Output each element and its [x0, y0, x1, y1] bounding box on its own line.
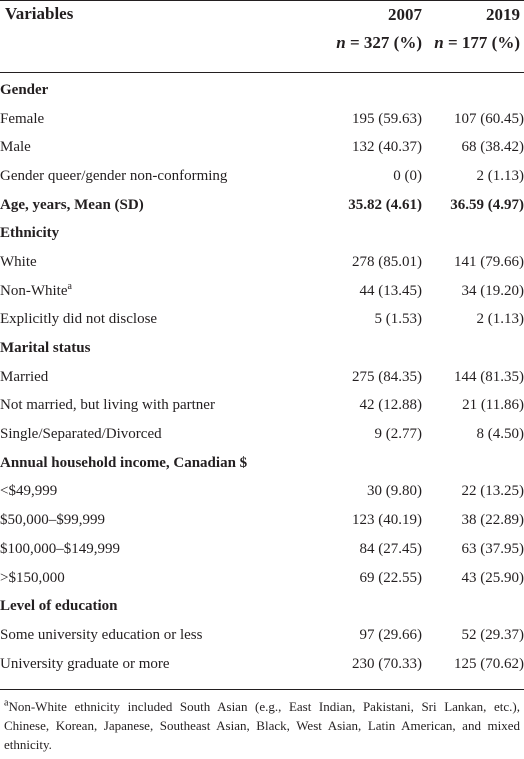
cell-2019: 43 (25.90) — [461, 569, 524, 586]
row-label: University graduate or more — [0, 655, 170, 672]
row-label: Not married, but living with partner — [0, 397, 215, 414]
cell-2007: 97 (29.66) — [359, 626, 422, 643]
cell-2007: 195 (59.63) — [352, 110, 422, 127]
table-row — [0, 248, 524, 277]
row-label: Gender queer/gender non-conforming — [0, 167, 228, 184]
row-label: Female — [0, 110, 45, 127]
row-label: >$150,000 — [0, 569, 65, 586]
table-body — [0, 76, 524, 678]
footnote-text: Non-White ethnicity included South Asian (e.g., East Indian, Pakistani, Sri Lankan, etc.), Chinese, Korean, Japanese, Southeast Asian, Black, West Asian, Latin American, and mixed ethnicity. — [4, 699, 520, 752]
cell-2007 — [312, 219, 422, 248]
cell-2019 — [422, 334, 524, 363]
row-label: Explicitly did not disclose — [0, 311, 158, 328]
cell-2019: 141 (79.66) — [454, 253, 524, 270]
footnote-ref: a — [67, 280, 72, 292]
header-n-2019: n = 177 (%) — [434, 33, 520, 52]
cell-2019: 8 (4.50) — [476, 426, 524, 443]
table-row — [0, 650, 524, 679]
header-variables: Variables — [5, 4, 74, 23]
table-row — [0, 162, 524, 191]
table-row — [0, 105, 524, 134]
table-row — [0, 191, 524, 220]
cell-2019 — [422, 76, 524, 105]
row-label: Married — [0, 368, 49, 385]
cell-2019 — [422, 592, 524, 621]
cell-2019 — [422, 449, 524, 478]
table-row — [0, 392, 524, 421]
table-row — [0, 621, 524, 650]
cell-2007: 123 (40.19) — [352, 512, 422, 529]
row-label: Annual household income, Canadian $ — [0, 454, 248, 471]
cell-2007: 44 (13.45) — [359, 282, 422, 299]
table-row — [0, 535, 524, 564]
row-label: Age, years, Mean (SD) — [0, 196, 144, 213]
row-label: Some university education or less — [0, 626, 203, 643]
cell-2019: 144 (81.35) — [454, 368, 524, 385]
cell-2019 — [422, 219, 524, 248]
cell-2019: 2 (1.13) — [476, 311, 524, 328]
cell-2007: 230 (70.33) — [352, 655, 422, 672]
row-label: White — [0, 253, 37, 270]
cell-2007: 84 (27.45) — [359, 540, 422, 557]
row-label: $100,000–$149,999 — [0, 540, 120, 557]
cell-2019: 52 (29.37) — [461, 626, 524, 643]
cell-2019: 125 (70.62) — [454, 655, 524, 672]
header-n-2007: n = 327 (%) — [336, 33, 422, 52]
cell-2007: 69 (22.55) — [359, 569, 422, 586]
cell-2007: 0 (0) — [393, 167, 422, 184]
header-year-2019: 2019 — [486, 5, 520, 24]
cell-2007 — [312, 334, 422, 363]
bottom-rule — [0, 689, 524, 690]
cell-2019: 107 (60.45) — [454, 110, 524, 127]
cell-2019: 38 (22.89) — [461, 512, 524, 529]
cell-2007: 278 (85.01) — [352, 253, 422, 270]
table-row — [0, 592, 524, 621]
header-year-2007: 2007 — [388, 5, 422, 24]
header-col-2019 — [380, 4, 520, 54]
table-row — [0, 420, 524, 449]
cell-2019: 68 (38.42) — [461, 139, 524, 156]
cell-2007 — [312, 449, 422, 478]
table-row — [0, 306, 524, 335]
row-label: Marital status — [0, 340, 91, 357]
table-row — [0, 363, 524, 392]
cell-2007: 132 (40.37) — [352, 139, 422, 156]
cell-2019: 21 (11.86) — [462, 397, 524, 414]
cell-2019: 2 (1.13) — [476, 167, 524, 184]
row-label: <$49,999 — [0, 483, 58, 500]
table-header — [0, 0, 524, 72]
cell-2007 — [312, 592, 422, 621]
footnote — [4, 697, 520, 754]
cell-2007: 35.82 (4.61) — [348, 196, 422, 213]
cell-2019: 36.59 (4.97) — [450, 196, 524, 213]
header-rule — [0, 72, 524, 73]
table-row — [0, 334, 524, 363]
table-row — [0, 277, 524, 306]
row-label: $50,000–$99,999 — [0, 512, 105, 529]
cell-2007: 9 (2.77) — [374, 426, 422, 443]
table-row — [0, 564, 524, 593]
row-label: Male — [0, 139, 31, 156]
table-row — [0, 506, 524, 535]
row-label: Level of education — [0, 598, 118, 615]
cell-2007: 275 (84.35) — [352, 368, 422, 385]
table-row — [0, 76, 524, 105]
cell-2007: 5 (1.53) — [374, 311, 422, 328]
cell-2007: 42 (12.88) — [359, 397, 422, 414]
cell-2019: 63 (37.95) — [461, 540, 524, 557]
footnote-mark: a — [4, 697, 9, 709]
cell-2007: 30 (9.80) — [367, 483, 422, 500]
row-label: Gender — [0, 81, 49, 98]
row-label: Ethnicity — [0, 225, 60, 242]
row-label: Single/Separated/Divorced — [0, 426, 162, 443]
table-row — [0, 478, 524, 507]
table-row — [0, 133, 524, 162]
cell-2019: 34 (19.20) — [461, 282, 524, 299]
cell-2007 — [312, 76, 422, 105]
table-row — [0, 219, 524, 248]
table-row — [0, 449, 524, 478]
cell-2019: 22 (13.25) — [461, 483, 524, 500]
row-label: Non-White$^a$ — [0, 280, 72, 299]
